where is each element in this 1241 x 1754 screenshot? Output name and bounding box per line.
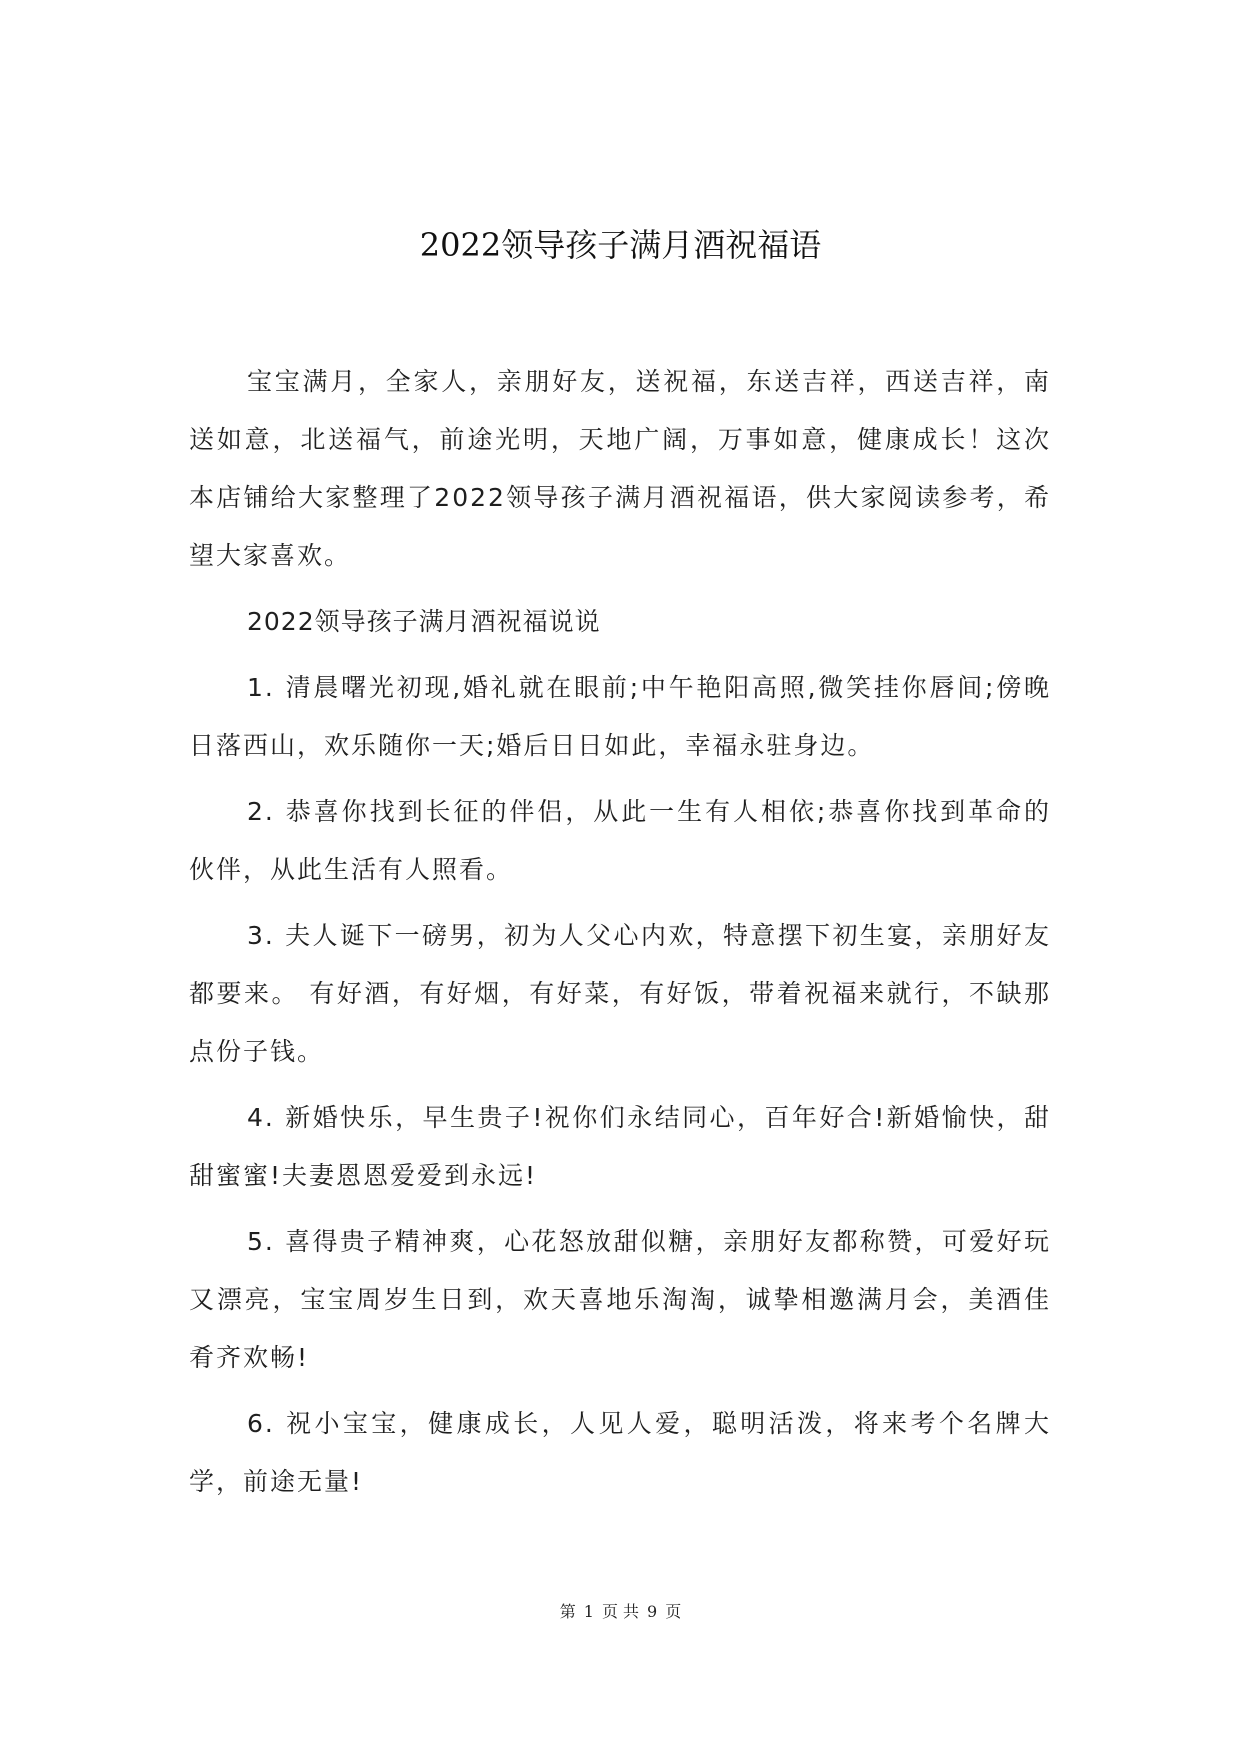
document-body [189, 353, 1051, 1519]
intro-paragraph: 宝宝满月，全家人，亲朋好友，送祝福，东送吉祥，西送吉祥，南送如意，北送福气，前途光明，天地广阔，万事如意，健康成长！这次本店铺给大家整理了2022领导孩子满月酒祝福语，供大家阅读参考，希望大家喜欢。 [189, 367, 1051, 570]
page-footer [0, 1600, 1241, 1624]
wish-item-5: 5. 喜得贵子精神爽，心花怒放甜似糖，亲朋好友都称赞，可爱好玩又漂亮，宝宝周岁生日到，欢天喜地乐淘淘，诚挚相邀满月会，美酒佳肴齐欢畅! [189, 1227, 1051, 1372]
section-heading: 2022领导孩子满月酒祝福说说 [247, 607, 601, 636]
footer-total-pages: 9 [647, 1602, 658, 1621]
footer-middle: 页 共 [601, 1602, 640, 1621]
wish-item-1: 1. 清晨曙光初现,婚礼就在眼前;中午艳阳高照,微笑挂你唇间;傍晚日落西山，欢乐随你一天;婚后日日如此，幸福永驻身边。 [189, 673, 1051, 760]
document-title: 2022领导孩子满月酒祝福语 [419, 226, 822, 264]
wish-item-4: 4. 新婚快乐，早生贵子!祝你们永结同心，百年好合!新婚愉快，甜甜蜜蜜!夫妻恩恩爱爱到永远! [189, 1103, 1051, 1190]
footer-current-page: 1 [583, 1602, 594, 1621]
footer-suffix: 页 [665, 1602, 682, 1621]
footer-prefix: 第 [559, 1602, 576, 1621]
wish-item-3: 3. 夫人诞下一磅男，初为人父心内欢，特意摆下初生宴，亲朋好友都要来。 有好酒，有好烟，有好菜，有好饭，带着祝福来就行，不缺那点份子钱。 [189, 921, 1051, 1066]
wish-item-2: 2. 恭喜你找到长征的伴侣，从此一生有人相依;恭喜你找到革命的伙伴，从此生活有人照看。 [189, 797, 1051, 884]
wish-item-6: 6. 祝小宝宝，健康成长，人见人爱，聪明活泼，将来考个名牌大学，前途无量! [189, 1409, 1051, 1496]
